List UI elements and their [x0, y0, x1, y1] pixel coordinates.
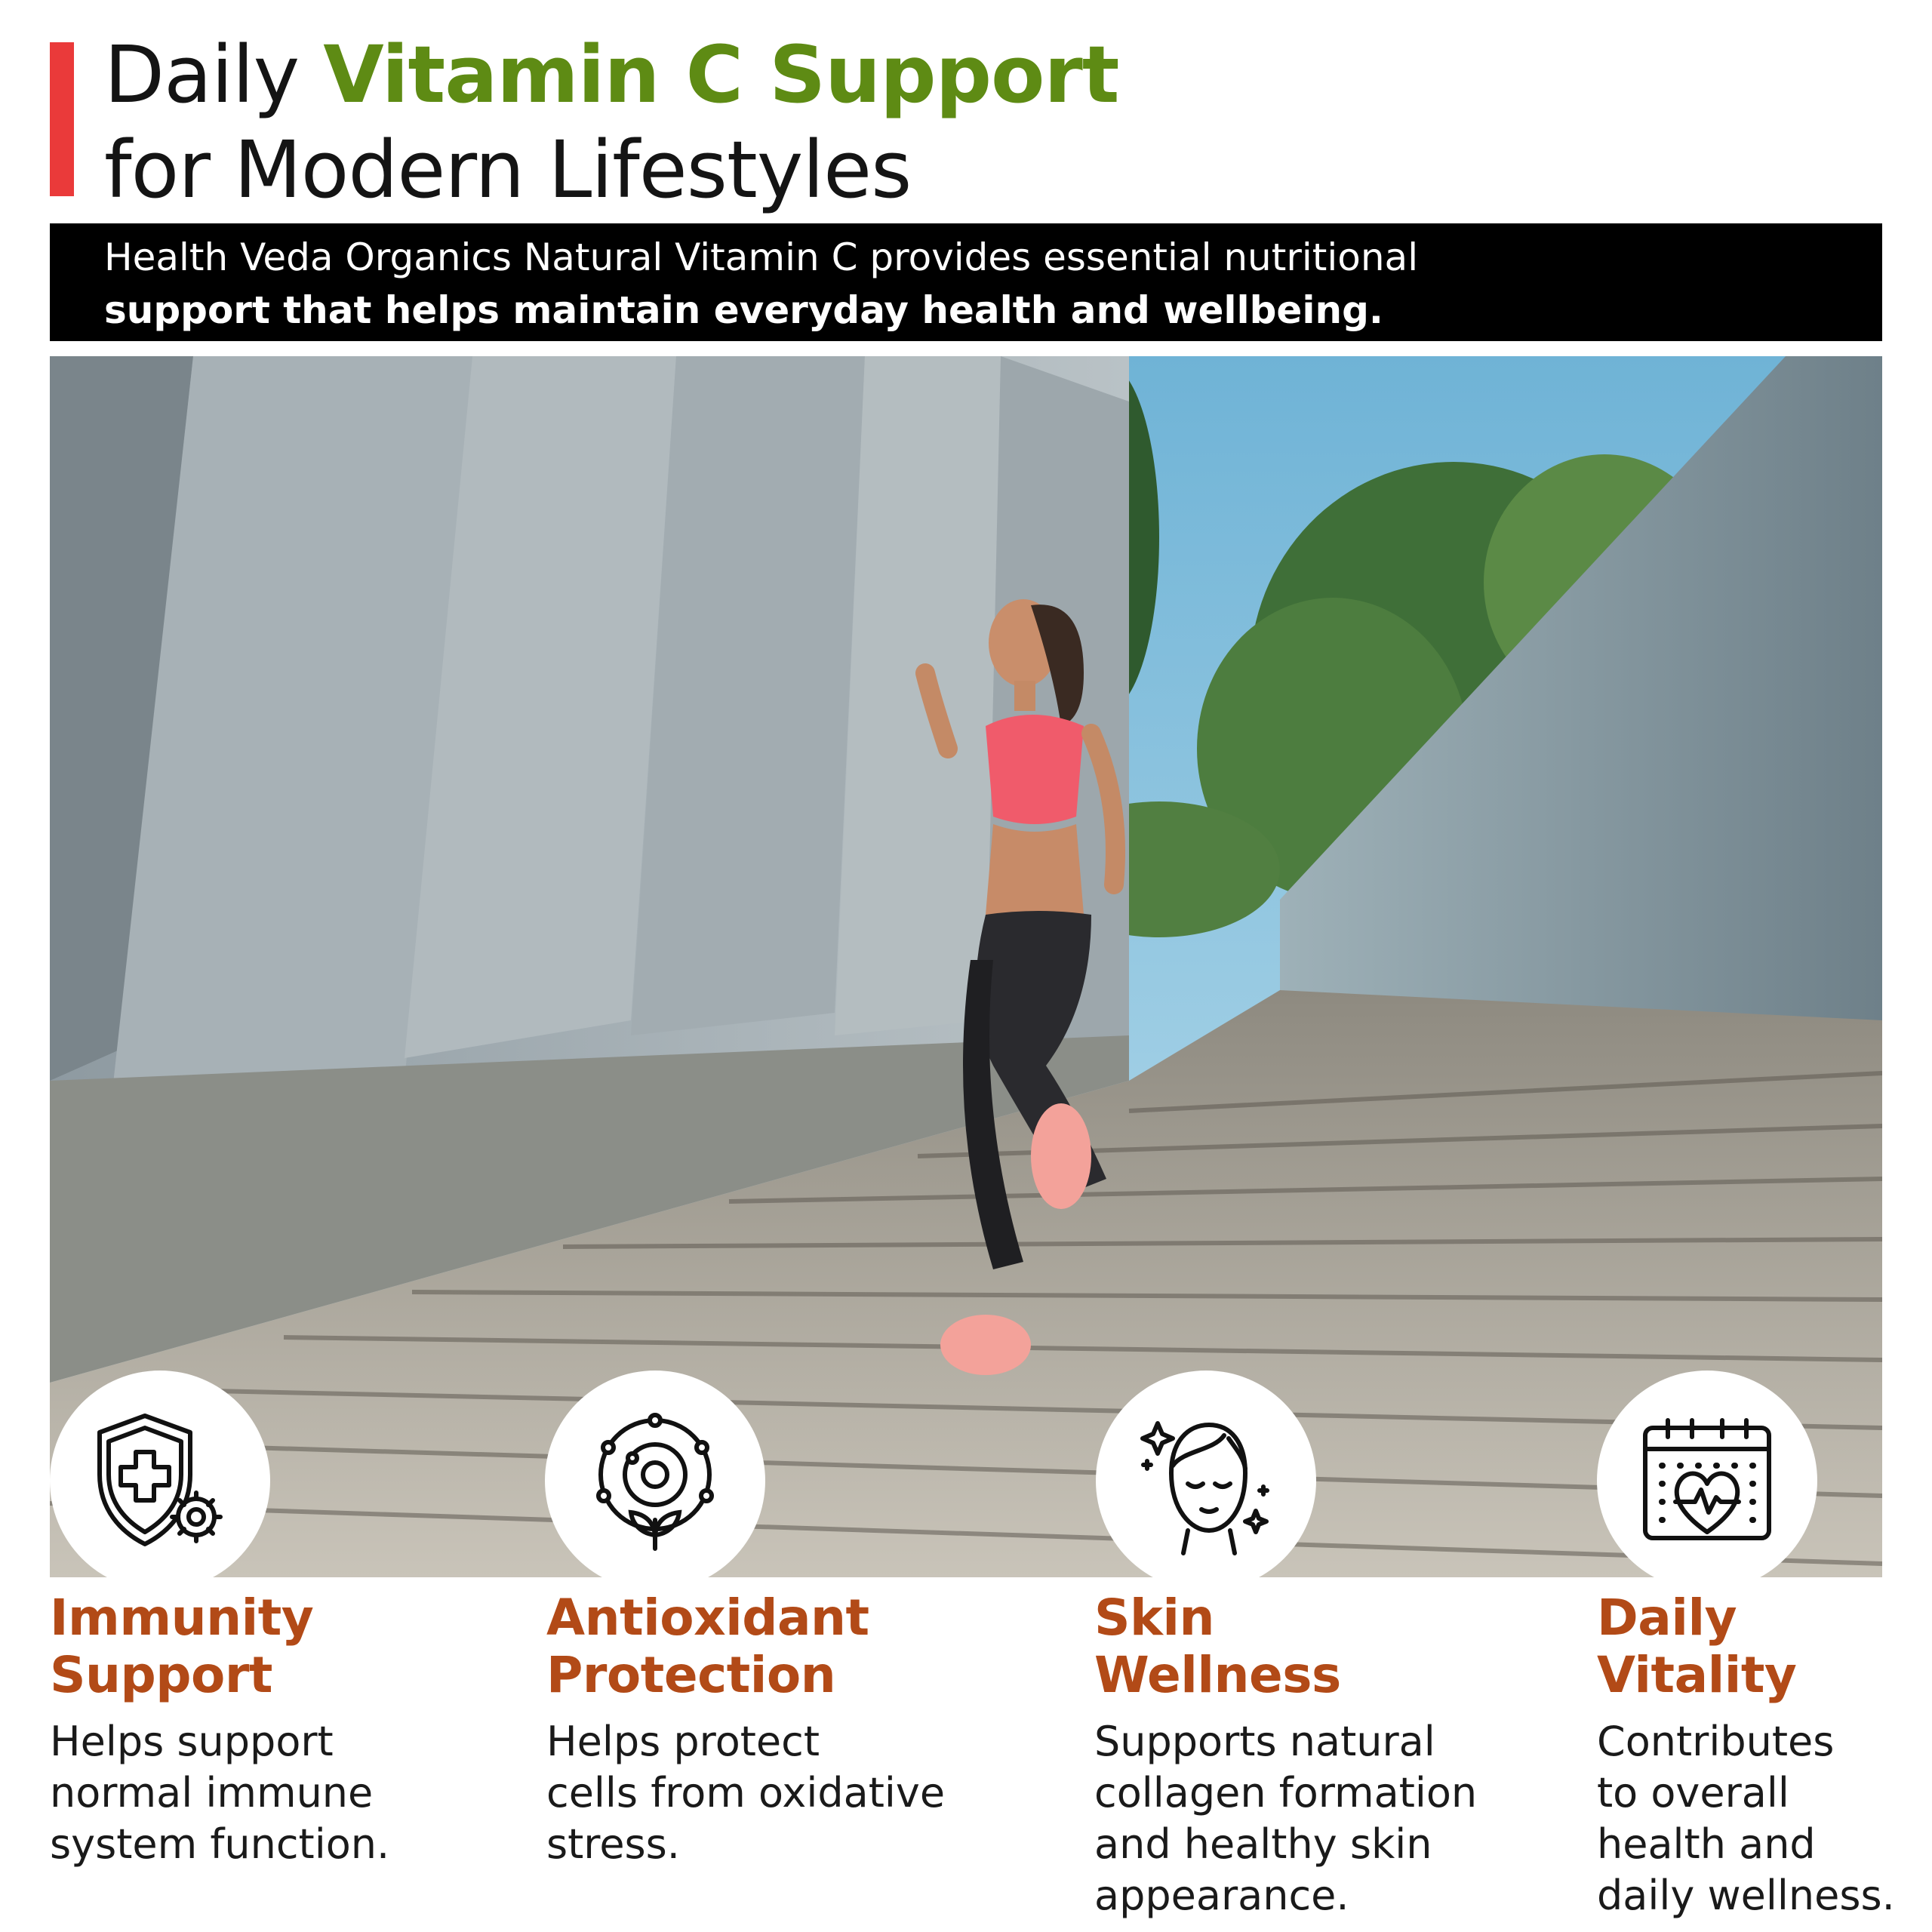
- subtitle-line-2: support that helps maintain everyday health and wellbeing.: [104, 288, 1383, 332]
- feature-description: Helps support normal immune system function.: [50, 1718, 390, 1868]
- title-accent-bar: [50, 42, 74, 196]
- hero-photo: [50, 356, 1882, 1577]
- feature-title: Antioxidant Protection: [546, 1589, 869, 1704]
- title-line-2: for Modern Lifestyles: [104, 124, 912, 216]
- feature-description: Contributes to overall health and daily wellness.: [1597, 1718, 1895, 1919]
- title-prefix: Daily: [104, 29, 324, 121]
- woman-running-up-stairs-photo: [50, 356, 1882, 1577]
- subtitle-banner: [50, 223, 1882, 341]
- badge-skin: [1096, 1371, 1316, 1591]
- feature-description: Helps protect cells from oxidative stress.: [546, 1718, 946, 1868]
- badge-antioxidant: [545, 1371, 765, 1591]
- shield-cross-virus-icon: [85, 1405, 235, 1556]
- cell-orbit-leaf-icon: [580, 1405, 731, 1556]
- feature-description: Supports natural collagen formation and healthy skin appearance.: [1094, 1718, 1478, 1919]
- feature-immunity: [50, 1589, 389, 1870]
- title-highlight: Vitamin C Support: [323, 29, 1119, 121]
- feature-title: Skin Wellness: [1094, 1589, 1341, 1704]
- feature-antioxidant: [546, 1589, 945, 1870]
- feature-vitality: [1597, 1589, 1895, 1921]
- feature-skin: [1094, 1589, 1477, 1921]
- feature-title: Daily Vitality: [1597, 1589, 1797, 1704]
- face-sparkle-icon: [1131, 1405, 1281, 1556]
- badge-vitality: [1597, 1371, 1817, 1591]
- calendar-heart-pulse-icon: [1632, 1405, 1783, 1556]
- feature-title: Immunity Support: [50, 1589, 314, 1704]
- badge-immunity: [50, 1371, 270, 1591]
- subtitle-line-1: Health Veda Organics Natural Vitamin C provides essential nutritional: [104, 235, 1419, 279]
- page-title: [104, 27, 1119, 217]
